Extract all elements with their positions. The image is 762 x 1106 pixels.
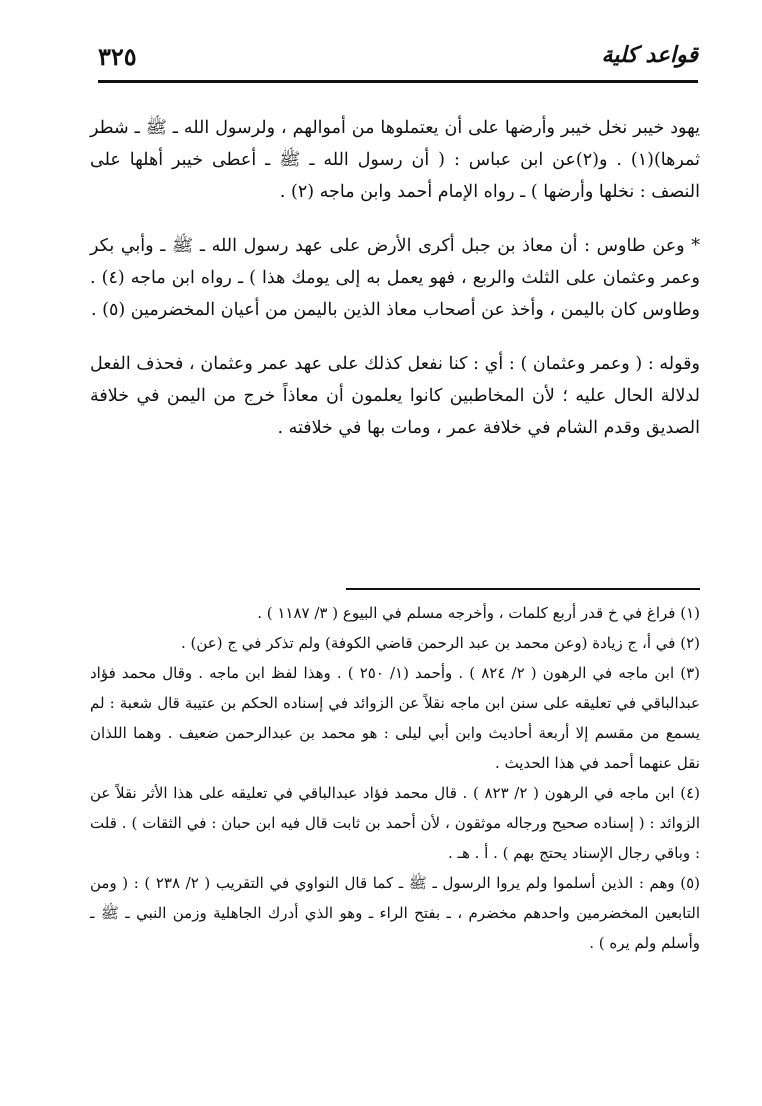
page-header — [98, 42, 698, 82]
page-number: ٣٢٥ — [98, 42, 137, 71]
paragraph-3: وقوله : ( وعمر وعثمان ) : أي : كنا نفعل كذلك على عهد عمر وعثمان ، فحذف الفعل لدلالة الحال عليه ؛ لأن المخاطبين كانوا يعلمون أن معاذاً خرج من اليمن في خلافة الصديق وقدم الشام في خلافة عمر ، ومات بها في خلافته . — [90, 354, 700, 438]
footnote-5: (٥) وهم : الذين أسلموا ولم يروا الرسول ـ ﷺ ـ كما قال النواوي في التقريب ( ٢/ ٢٣٨ ) : ( ومن التابعين المخضرمين واحدهم مخضرم ، ـ بفتح الراء ـ وهو الذي أدرك الجاهلية وزمن النبي ـ ﷺ ـ وأسلم ولم يره ) . — [90, 874, 700, 952]
running-title: قواعد كلية — [601, 42, 698, 68]
footnotes — [90, 598, 700, 958]
paragraph-1: يهود خيبر نخل خيبر وأرضها على أن يعتملوها من أموالهم ، ولرسول الله ـ ﷺ ـ شطر ثمرها)(١) . و(٢)عن ابن عباس : ( أن رسول الله ـ ﷺ ـ أعطى خيبر أهلها على النصف : نخلها وأرضها ) ـ رواه الإمام أحمد وابن ماجه (٢) . — [90, 118, 700, 202]
paragraph-2: * وعن طاوس : أن معاذ بن جبل أكرى الأرض على عهد رسول الله ـ ﷺ ـ وأبي بكر وعمر وعثمان على الثلث والربع ، فهو يعمل به إلى يومك هذا ) ـ رواه ابن ماجه (٤) . وطاوس كان باليمن ، وأخذ عن أصحاب معاذ الذين باليمن من أعيان المخضرمين (٥) . — [90, 236, 701, 320]
footnote-2: (٢) في أ، ج زيادة (وعن محمد بن عبد الرحمن قاضي الكوفة) ولم تذكر في ج (عن) . — [180, 634, 700, 652]
footnote-rule — [346, 588, 700, 590]
footnote-3: (٣) ابن ماجه في الرهون ( ٢/ ٨٢٤ ) . وأحمد (١/ ٢٥٠ ) . وهذا لفظ ابن ماجه . وقال محمد فؤاد عبدالباقي في تعليقه على سنن ابن ماجه نقلاً عن الزوائد في إسناده الحكم بن عتيبة قال شعبة : لم يسمع من مقسم إلا أربعة أحاديث وابن أبي ليلى : هو محمد بن عبدالرحمن ضعيف . وهما اللذان نقل عنهما أحمد في هذا الحديث . — [90, 664, 700, 772]
header-rule — [98, 80, 698, 83]
footnote-4: (٤) ابن ماجه في الرهون ( ٢/ ٨٢٣ ) . قال محمد فؤاد عبدالباقي في تعليقه على هذا الأثر نقلاً عن الزوائد : ( إسناده صحيح ورجاله موثقون ، لأن أحمد بن ثابت قال فيه ابن حبان : في الثقات ) . قلت : وباقي رجال الإسناد يحتج بهم ) . أ . هـ . — [90, 784, 701, 862]
footnote-1: (١) فراغ في خ قدر أربع كلمات ، وأخرجه مسلم في البيوع ( ٣/ ١١٨٧ ) . — [257, 604, 700, 622]
main-text — [90, 112, 700, 466]
